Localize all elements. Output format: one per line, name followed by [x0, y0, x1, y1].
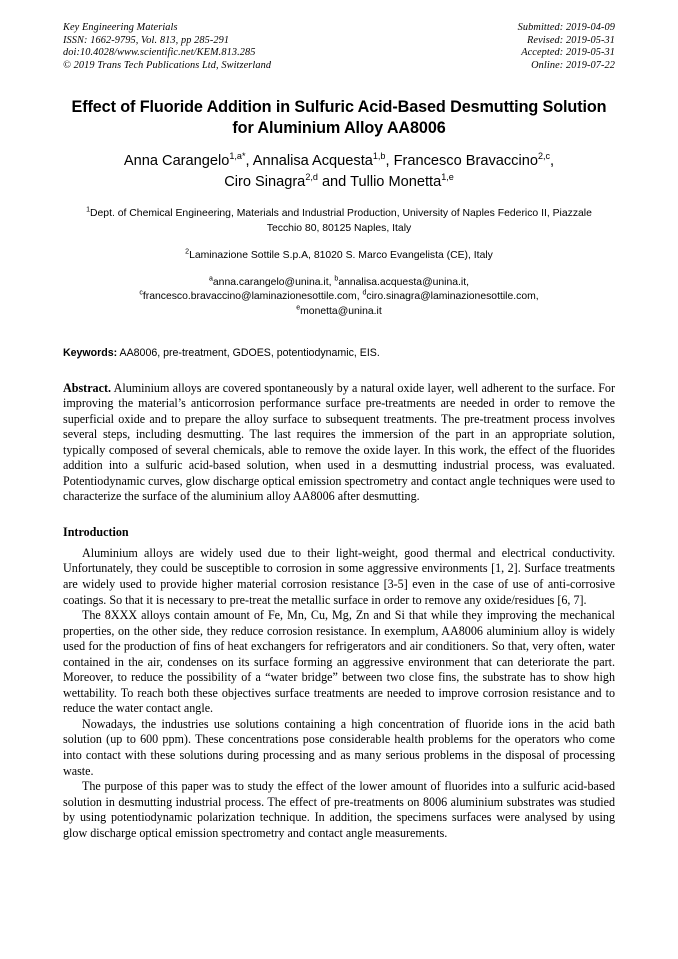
author-list	[63, 151, 615, 193]
email-line-2[interactable]: $^c$francesco.bravaccino@laminazionesottile.com, $^d$ciro.sinagra@laminazionesottile.com,	[139, 289, 539, 303]
marker-superscript: 1,a*	[229, 151, 246, 162]
journal-issn: ISSN: 1662-9795, Vol. 813, pp 285-291	[63, 34, 230, 46]
page-title	[63, 97, 615, 138]
abstract-label: Abstract.	[63, 380, 112, 395]
paragraph: The purpose of this paper was to study the effect of the lower amount of fluorides into a sulfuric acid-based solution in desmutting industrial process. The effect of pre-treatments on 8006 aluminium substrates was studied by using potentiodynamic polarization technique. In addition, the specimens surfaces were analysed by using glow discharge optical emission spectrometry and contact angle measurements.	[63, 779, 615, 840]
marker-superscript: a	[208, 275, 213, 283]
introduction-body	[63, 546, 615, 841]
keywords-label: Keywords:	[63, 346, 118, 359]
email-2: $^d$ciro.sinagra@laminazionesottile.com	[362, 289, 536, 303]
paragraph: The 8XXX alloys contain amount of Fe, Mn, Cu, Mg, Zn and Si that while they improving the mechanical properties, on the other side, they reduce corrosion resistance. In exemplum, AA8006 aluminium alloy is widely used for the production of fins of heat exchangers for refrigerators and air conditioners. So that, very often, water contained in the air, condenses on its surface forming an aggressive environment that can deteriorate the part. Moreover, to reduce the possibility of a “water bridge” between two close fins, the substrate has to show high wettability. To reach both these objectives surface treatments are needed to improve corrosion resistance and to reduce the water contact angle.	[63, 608, 615, 716]
marker-superscript: 1,e	[441, 172, 454, 183]
affiliation-marker: 2	[185, 248, 190, 256]
journal-header-left	[63, 22, 271, 72]
author-3: Francesco Bravaccino$^{2,c}$	[393, 151, 551, 170]
journal-header	[63, 22, 615, 72]
affiliation-2	[63, 249, 615, 264]
paragraph: Aluminium alloys are widely used due to their light-weight, good thermal and electrical conductivity. Unfortunately, they could be susceptible to corrosion in some aggressive environments [1, 2]. Surface treatments are widely used to provide higher material corrosion resistance [3-5] even in the case of use of anti-corrosive coatings. So that it is necessary to pre-treat the metallic surface in order to remove any oxide/residues [6, 7].	[63, 545, 615, 607]
email-line-3[interactable]	[71, 305, 607, 320]
date-accepted: Accepted: 2019-05-31	[521, 47, 615, 59]
journal-name: Key Engineering Materials	[63, 22, 178, 33]
affiliation-text: Laminazione Sottile S.p.A, 81020 S. Marco Evangelista (CE), Italy	[189, 249, 493, 261]
email-2: $^b$annalisa.acquesta@unina.it	[334, 275, 467, 288]
marker-superscript: 1,b	[372, 151, 386, 162]
page-title-line-2: for Aluminium Alloy AA8006	[232, 118, 446, 137]
author-line-2: Ciro Sinagra$^{2,d}$ and Tullio Monetta$^{1,e}$	[224, 172, 454, 191]
author-line-1: Anna Carangelo$^{1,a*}$, Annalisa Acquesta$^{1,b}$, Francesco Bravaccino$^{2,c}$,	[123, 151, 555, 170]
journal-copyright: © 2019 Trans Tech Publications Ltd, Switzerland	[63, 59, 272, 71]
journal-doi: doi:10.4028/www.scientific.net/KEM.813.285	[63, 47, 256, 59]
marker-superscript: c	[139, 289, 143, 297]
journal-header-right	[518, 22, 615, 72]
author-2: Annalisa Acquesta$^{1,b}$	[252, 151, 386, 170]
page-title-line-1: Effect of Fluoride Addition in Sulfuric Acid-Based Desmutting Solution	[71, 98, 607, 117]
marker-superscript: e	[296, 304, 301, 312]
email-line-1[interactable]: $^a$anna.carangelo@unina.it, $^b$annalisa.acquesta@unina.it,	[208, 275, 470, 288]
author-1: Anna Carangelo$^{1,a*}$	[123, 151, 246, 170]
email-1: $^c$francesco.bravaccino@laminazionesottile.com	[139, 289, 357, 303]
keywords-value: AA8006, pre-treatment, GDOES, potentiodynamic, EIS.	[119, 346, 380, 359]
affiliation-marker: 1	[86, 206, 91, 214]
paragraph: Nowadays, the industries use solutions containing a high concentration of fluoride ions in the acid bath solution (up to 600 ppm). These concentrations pose considerable health problems for the operators who come into contact with these solutions during processing and as many serious problems in the disposal of processing waste.	[63, 716, 615, 778]
marker-superscript: 2,d	[305, 172, 318, 183]
marker-superscript: b	[334, 275, 339, 283]
affiliation-text: Dept. of Chemical Engineering, Materials and Industrial Production, University of Naples Federico II, Piazzale Tecchio 80, 80125 Naples, Italy	[90, 208, 592, 235]
email-1: $^e$monetta@unina.it	[296, 304, 382, 317]
section-heading-introduction: Introduction	[63, 524, 129, 539]
date-revised: Revised: 2019-05-31	[527, 34, 615, 46]
abstract-text: Aluminium alloys are covered spontaneously by a natural oxide layer, well adherent to the surface. For improving the material’s anticorrosion performance surface pre-treatments are needed in order to remove the superficial oxide and to prepare the alloy surface to subsequent treatments. The pre-treatment process involves several steps, including desmutting. The last requires the immersion of the part in an appropriate solution, typically composed of several chemicals, able to remove the oxide layer. In this work, the effect of the fluorides addition into a sulfuric acid-based solution, when used in a desmutting industrial process, was evaluated. Potentiodynamic curves, glow discharge optical emission spectrometry and contact angle techniques were used to characterize the surface of the aluminium alloy AA8006 after desmutting.	[63, 380, 615, 504]
marker-superscript: 2,c	[537, 151, 551, 162]
abstract	[63, 381, 615, 505]
author-2: Tullio Monetta$^{1,e}$	[350, 172, 454, 191]
email-1: $^a$anna.carangelo@unina.it	[208, 275, 329, 288]
author-emails	[63, 276, 615, 320]
affiliation-1	[63, 207, 615, 237]
date-submitted: Submitted: 2019-04-09	[517, 22, 615, 33]
keywords	[63, 346, 615, 360]
date-online: Online: 2019-07-22	[531, 59, 615, 71]
author-1: Ciro Sinagra$^{2,d}$	[224, 172, 318, 191]
marker-superscript: d	[362, 289, 367, 297]
